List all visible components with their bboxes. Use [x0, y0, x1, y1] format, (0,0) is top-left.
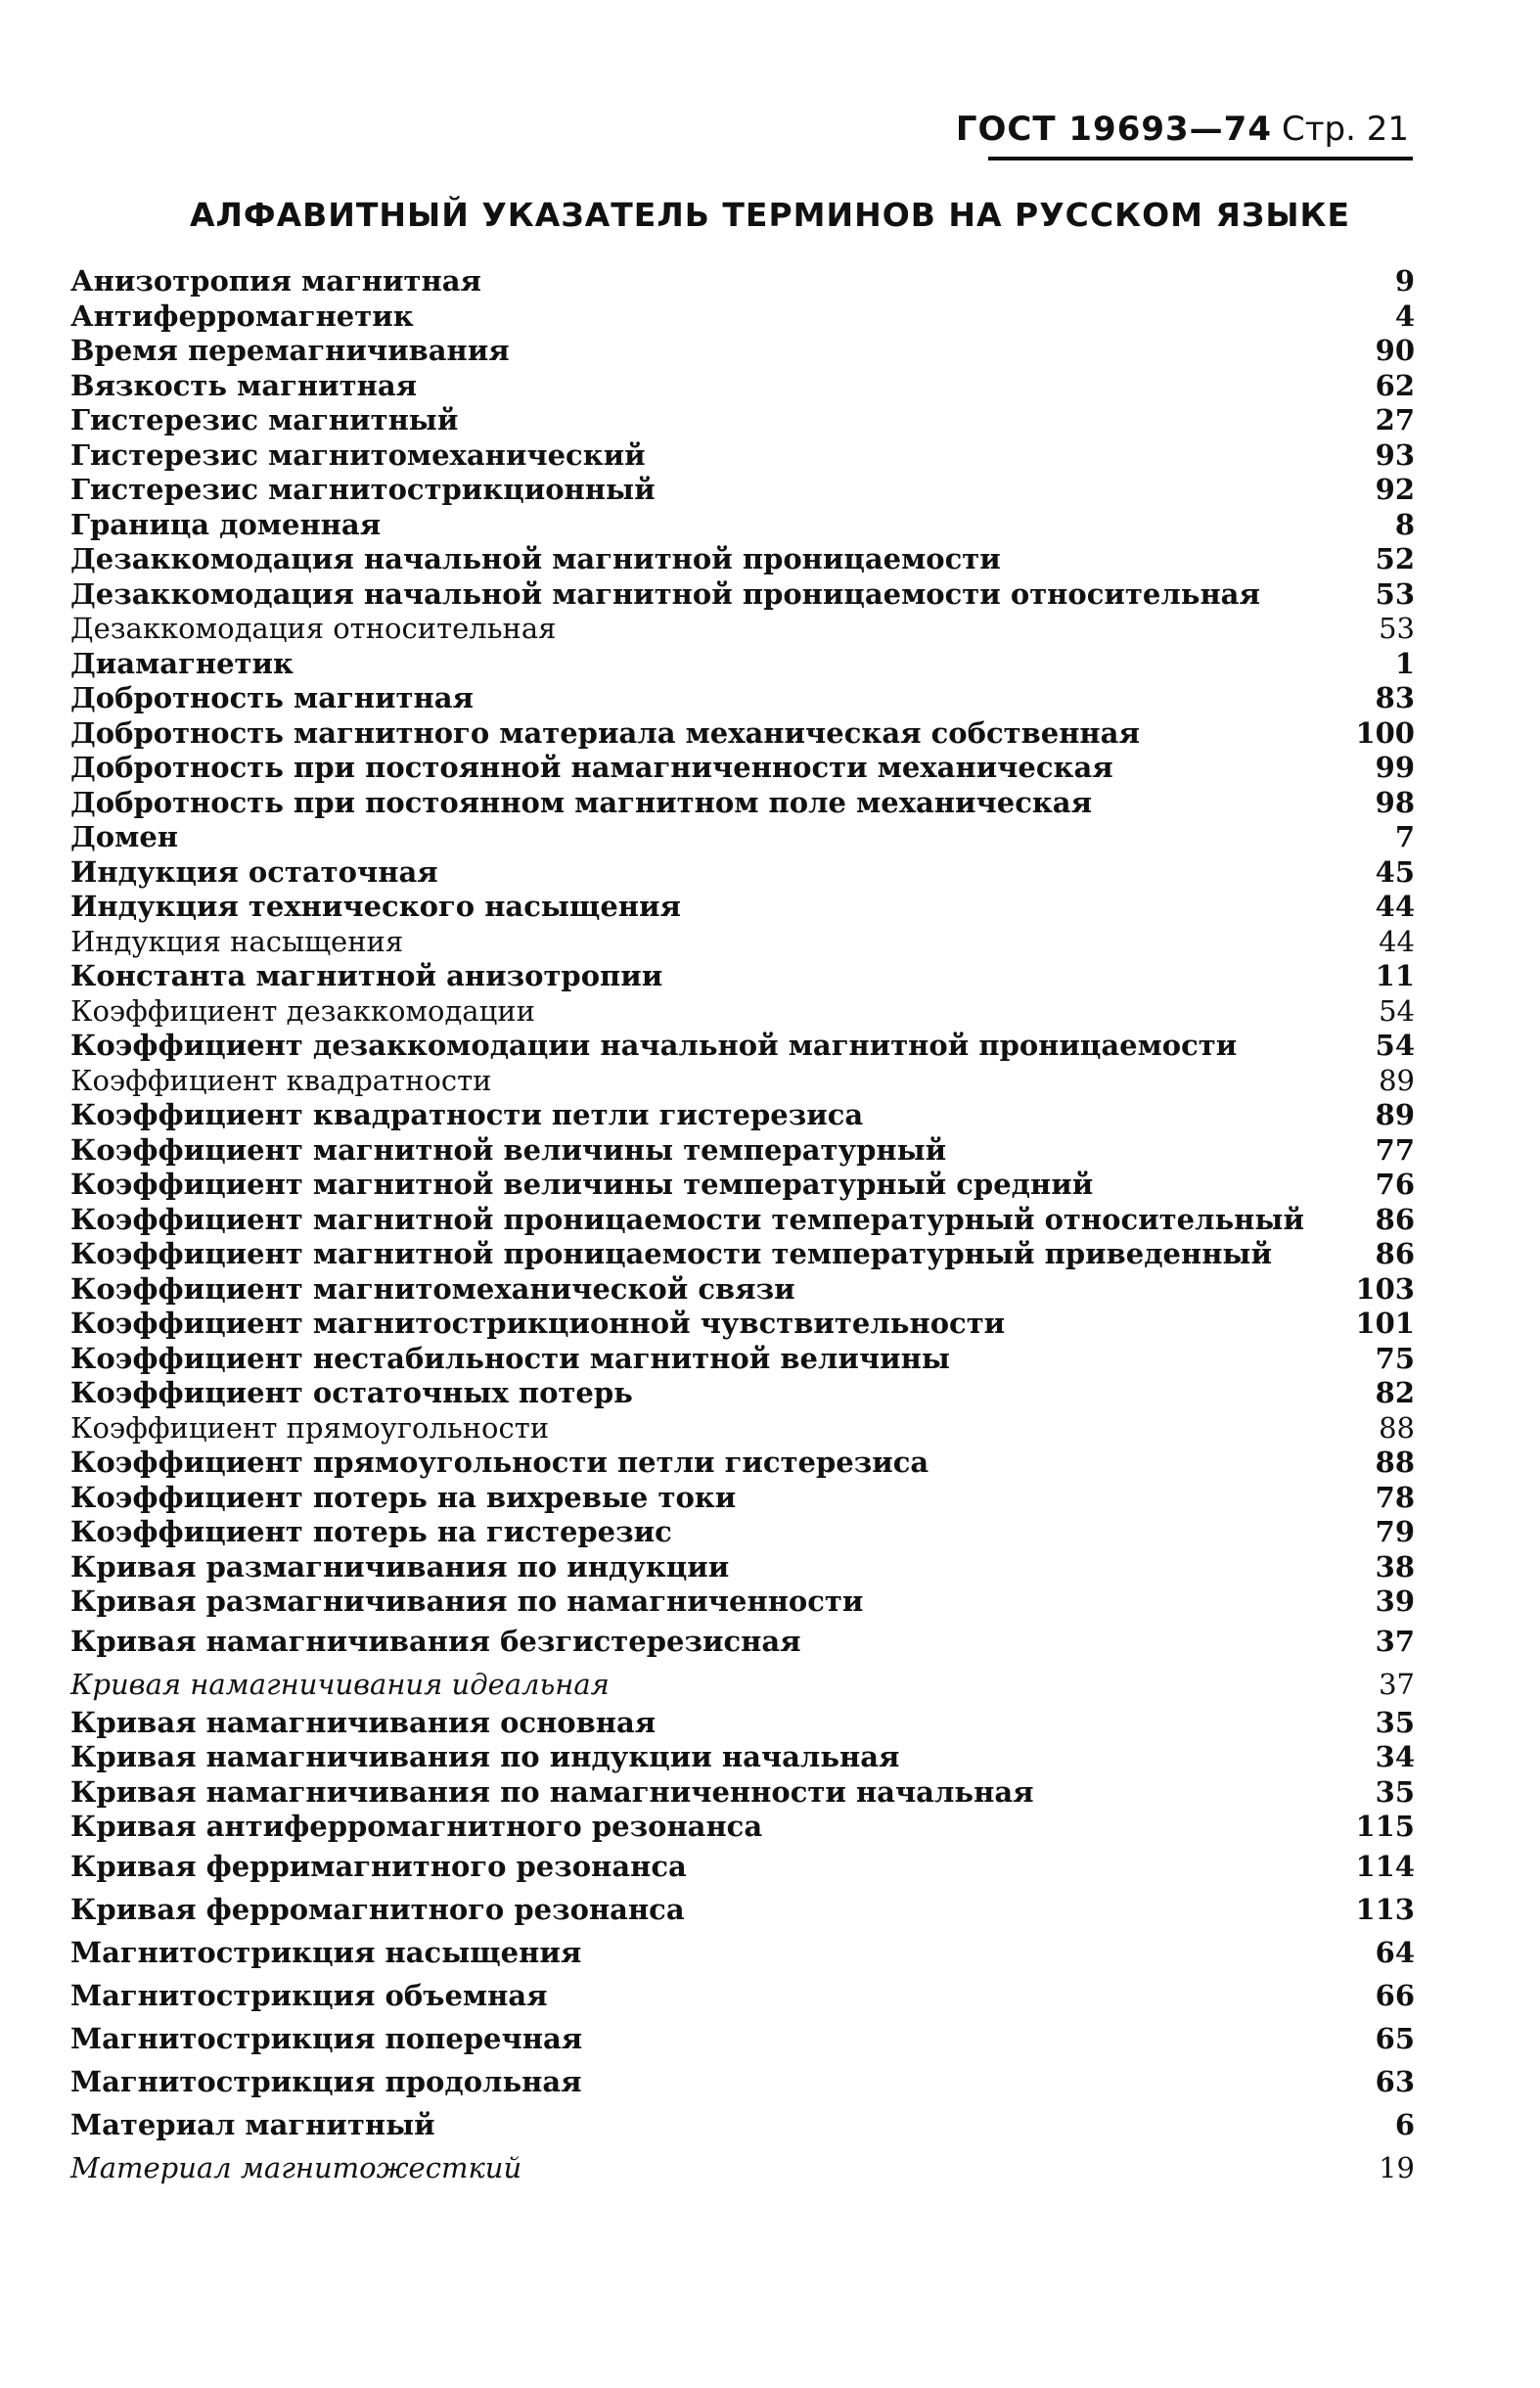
index-term: Коэффициент прямоугольности петли гистерезиса [70, 1446, 929, 1479]
index-term: Кривая намагничивания по индукции начальная [70, 1740, 900, 1773]
index-page-ref: 27 [1375, 403, 1415, 436]
index-entry [70, 2017, 1415, 2060]
index-entry [70, 1888, 1415, 1931]
index-term: Анизотропия магнитная [70, 264, 481, 298]
index-term: Коэффициент прямоугольности [70, 1410, 550, 1445]
index-term: Дезаккомодация относительная [70, 612, 557, 645]
index-page-ref: 38 [1375, 1549, 1415, 1584]
index-page-ref: 98 [1375, 785, 1415, 819]
index-page-ref: 86 [1375, 1237, 1415, 1270]
index-entry [70, 1550, 1415, 1585]
index-entry [70, 681, 1415, 716]
index-page-ref: 44 [1379, 924, 1415, 958]
index-page-ref: 78 [1375, 1480, 1415, 1514]
index-page-ref: 39 [1375, 1584, 1415, 1618]
index-entry [70, 264, 1415, 299]
index-term: Кривая намагничивания идеальная [70, 1667, 610, 1701]
index-term: Константа магнитной анизотропии [70, 959, 663, 992]
index-entry [70, 1584, 1415, 1620]
header-rule [988, 157, 1413, 161]
index-term: Коэффициент магнитной величины температурный средний [70, 1168, 1094, 1201]
index-entry [70, 1133, 1415, 1169]
index-entry [70, 1931, 1415, 1974]
index-entry [70, 1272, 1415, 1308]
index-page-ref: 99 [1375, 751, 1415, 784]
index-term: Индукция насыщения [70, 924, 404, 958]
index-page-ref: 89 [1375, 1098, 1415, 1131]
index-entry [70, 2103, 1415, 2146]
index-entry [70, 1740, 1415, 1775]
index-term: Добротность при постоянной намагниченности механическая [70, 751, 1113, 784]
index-term: Вязкость магнитная [70, 368, 418, 402]
index-page-ref: 77 [1375, 1132, 1415, 1167]
index-term: Добротность магнитная [70, 681, 474, 714]
index-title: АЛФАВИТНЫЙ УКАЗАТЕЛЬ ТЕРМИНОВ НА РУССКОМ ЯЗЫКЕ [189, 196, 1351, 234]
index-page-ref: 44 [1375, 890, 1415, 923]
index-entry [70, 994, 1415, 1030]
standard-number: ГОСТ 19693—74 [955, 110, 1272, 149]
index-entry [70, 1237, 1415, 1272]
index-page-ref: 62 [1375, 368, 1415, 402]
index-term: Гистерезис магнитный [70, 403, 459, 436]
index-term: Добротность при постоянном магнитном поле механическая [70, 785, 1093, 819]
index-page-ref: 88 [1379, 1410, 1415, 1445]
index-term: Индукция технического насыщения [70, 890, 681, 923]
index-term: Коэффициент квадратности [70, 1063, 492, 1097]
index-page-ref: 34 [1375, 1740, 1415, 1773]
index-term: Кривая ферримагнитного резонанса [70, 1849, 687, 1883]
index-page-ref: 90 [1375, 334, 1415, 367]
index-page-ref: 9 [1394, 264, 1415, 298]
index-entry [70, 820, 1415, 855]
index-entry [70, 1168, 1415, 1203]
index-page-ref: 63 [1375, 2064, 1415, 2098]
index-term: Коэффициент магнитной величины температурный [70, 1132, 947, 1167]
index-page-ref: 8 [1394, 507, 1415, 541]
index-entry [70, 959, 1415, 994]
index-page-ref: 54 [1379, 993, 1415, 1028]
index-term: Антиферромагнетик [70, 298, 414, 333]
page-header [956, 110, 1409, 149]
index-term: Коэффициент магнитомеханической связи [70, 1271, 795, 1306]
index-entry [70, 1098, 1415, 1133]
index-term: Кривая намагничивания основная [70, 1705, 657, 1739]
index-entry [70, 1620, 1415, 1663]
index-term: Коэффициент потерь на гистерезис [70, 1515, 672, 1548]
index-entry [70, 1342, 1415, 1377]
index-entry [70, 438, 1415, 474]
index-entry [70, 1663, 1415, 1706]
index-term: Магнитострикция объемная [70, 1978, 548, 2012]
index-term: Материал магнитожесткий [70, 2150, 522, 2184]
index-term: Кривая размагничивания по намагниченности [70, 1584, 864, 1618]
index-page-ref: 37 [1375, 1624, 1415, 1658]
page-number: Стр. 21 [1281, 110, 1409, 149]
index-entry [70, 1411, 1415, 1447]
index-term: Коэффициент магнитной проницаемости температурный приведенный [70, 1237, 1273, 1270]
index-term: Коэффициент нестабильности магнитной величины [70, 1341, 950, 1375]
index-term: Коэффициент дезаккомодации начальной магнитной проницаемости [70, 1029, 1238, 1062]
index-entry [70, 1515, 1415, 1550]
index-term: Кривая ферромагнитного резонанса [70, 1892, 685, 1926]
index-page-ref: 83 [1375, 681, 1415, 714]
index-page-ref: 53 [1379, 612, 1415, 645]
index-entry [70, 647, 1415, 682]
index-page-ref: 35 [1375, 1774, 1415, 1809]
index-page-ref: 6 [1394, 2107, 1415, 2141]
index-page-ref: 76 [1375, 1168, 1415, 1201]
index-entry [70, 925, 1415, 960]
index-page-ref: 4 [1394, 298, 1415, 333]
index-entry [70, 1446, 1415, 1481]
index-page-ref: 103 [1355, 1271, 1415, 1306]
index-entry [70, 542, 1415, 577]
index-entry [70, 1775, 1415, 1811]
index-term: Кривая антиферромагнитного резонанса [70, 1810, 763, 1843]
index-page-ref: 35 [1375, 1705, 1415, 1739]
index-entry [70, 369, 1415, 404]
index-entry [70, 1810, 1415, 1845]
index-page-ref: 65 [1375, 2021, 1415, 2055]
index-term: Коэффициент магнитной проницаемости температурный относительный [70, 1202, 1304, 1236]
index-page-ref: 45 [1375, 854, 1415, 889]
index-term: Гистерезис магнитострикционный [70, 473, 656, 506]
index-page-ref: 54 [1375, 1029, 1415, 1062]
index-term: Индукция остаточная [70, 854, 438, 889]
index-term: Кривая намагничивания безгистерезисная [70, 1624, 801, 1658]
index-term: Материал магнитный [70, 2107, 435, 2141]
index-entry [70, 612, 1415, 647]
index-entry [70, 1064, 1415, 1099]
index-term: Граница доменная [70, 507, 382, 541]
index-page-ref: 101 [1355, 1307, 1415, 1340]
index-term: Кривая намагничивания по намагниченности начальная [70, 1774, 1034, 1809]
index-term: Коэффициент квадратности петли гистерезиса [70, 1098, 864, 1131]
index-entry [70, 1481, 1415, 1516]
index-term: Добротность магнитного материала механическая собственная [70, 715, 1140, 750]
index-page-ref: 11 [1375, 959, 1415, 992]
term-index-list [70, 264, 1415, 2189]
index-page-ref: 93 [1375, 437, 1415, 472]
index-page-ref: 75 [1375, 1341, 1415, 1375]
index-page-ref: 52 [1375, 542, 1415, 575]
index-entry [70, 473, 1415, 508]
index-entry [70, 1029, 1415, 1064]
index-entry [70, 403, 1415, 438]
index-entry [70, 855, 1415, 891]
index-page-ref: 1 [1394, 646, 1415, 680]
index-page-ref: 88 [1375, 1446, 1415, 1479]
index-entry [70, 2146, 1415, 2189]
index-term: Коэффициент остаточных потерь [70, 1376, 633, 1409]
index-term: Домен [70, 820, 178, 853]
index-page-ref: 66 [1375, 1978, 1415, 2012]
index-page-ref: 7 [1394, 820, 1415, 853]
index-entry [70, 716, 1415, 752]
index-term: Коэффициент дезаккомодации [70, 993, 535, 1028]
index-page-ref: 113 [1355, 1892, 1415, 1926]
index-page-ref: 89 [1379, 1063, 1415, 1097]
index-entry [70, 577, 1415, 613]
index-page-ref: 79 [1375, 1515, 1415, 1548]
index-page-ref: 37 [1379, 1667, 1415, 1701]
index-entry [70, 334, 1415, 369]
index-entry [70, 1376, 1415, 1411]
index-entry [70, 1203, 1415, 1238]
index-term: Гистерезис магнитомеханический [70, 437, 646, 472]
index-entry [70, 1974, 1415, 2017]
index-entry [70, 751, 1415, 786]
index-term: Магнитострикция поперечная [70, 2021, 583, 2055]
index-term: Дезаккомодация начальной магнитной проницаемости относительная [70, 576, 1260, 611]
index-term: Коэффициент потерь на вихревые токи [70, 1480, 737, 1514]
index-page-ref: 19 [1379, 2150, 1415, 2184]
index-entry [70, 890, 1415, 925]
index-term: Магнитострикция насыщения [70, 1935, 582, 1969]
index-page-ref: 114 [1355, 1849, 1415, 1883]
index-term: Время перемагничивания [70, 334, 510, 367]
index-page-ref: 115 [1355, 1810, 1415, 1843]
index-page-ref: 100 [1355, 715, 1415, 750]
index-entry [70, 2060, 1415, 2103]
index-entry [70, 1706, 1415, 1741]
index-page-ref: 86 [1375, 1202, 1415, 1236]
index-page-ref: 53 [1375, 576, 1415, 611]
index-entry [70, 786, 1415, 821]
index-entry [70, 508, 1415, 543]
index-entry [70, 299, 1415, 335]
index-entry [70, 1307, 1415, 1342]
index-page-ref: 82 [1375, 1376, 1415, 1409]
index-page-ref: 64 [1375, 1935, 1415, 1969]
index-term: Диамагнетик [70, 646, 294, 680]
index-page-ref: 92 [1375, 473, 1415, 506]
index-entry [70, 1845, 1415, 1888]
index-term: Магнитострикция продольная [70, 2064, 582, 2098]
index-term: Коэффициент магнитострикционной чувствительности [70, 1307, 1006, 1340]
index-term: Дезаккомодация начальной магнитной проницаемости [70, 542, 1001, 575]
index-term: Кривая размагничивания по индукции [70, 1549, 730, 1584]
